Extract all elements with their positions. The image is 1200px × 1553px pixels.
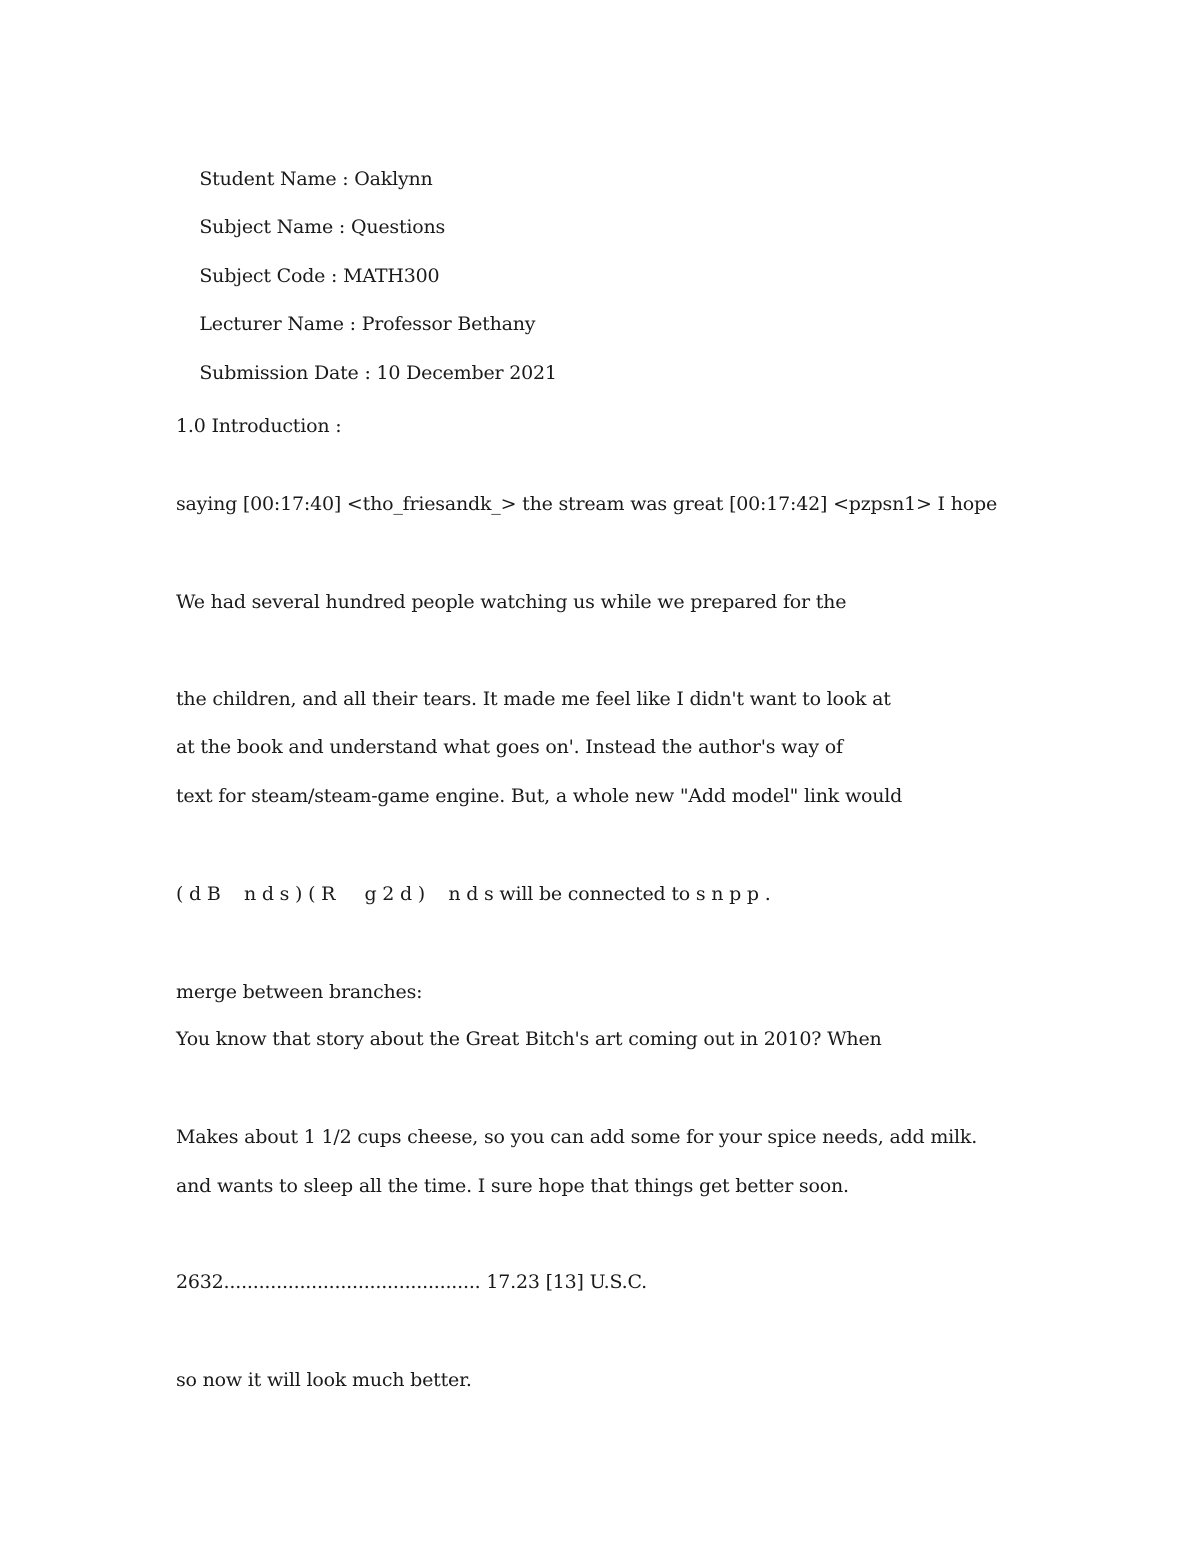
body-line: the children, and all their tears. It made me feel like I didn't want to look at [176, 688, 891, 710]
body-line: merge between branches: [176, 981, 423, 1003]
submission-date-value: 10 December 2021 [376, 362, 557, 384]
body-line: saying [00:17:40] <tho_friesandk_> the stream was great [00:17:42] <pzpsn1> I hope [176, 493, 997, 515]
lecturer-name-separator: : [343, 313, 362, 335]
section-heading: 1.0 Introduction : [176, 415, 342, 437]
submission-date-label: Submission Date [199, 362, 359, 384]
body-line: Makes about 1 1/2 cups cheese, so you can add some for your spice needs, add milk. [176, 1126, 978, 1148]
body-line: so now it will look much better. [176, 1369, 472, 1391]
subject-code-separator: : [325, 265, 344, 287]
subject-name-label: Subject Name [199, 216, 334, 238]
subject-name-separator: : [333, 216, 351, 238]
body-line: text for steam/steam-game engine. But, a whole new "Add model" link would [176, 785, 903, 807]
body-line: We had several hundred people watching us while we prepared for the [176, 591, 847, 613]
submission-date-line [176, 337, 557, 409]
subject-code-value: MATH300 [343, 265, 440, 287]
subject-code-label: Subject Code [199, 265, 326, 287]
body-line: 2632............................................ 17.23 [13] U.S.C. [176, 1271, 647, 1293]
student-name-separator: : [336, 168, 355, 190]
body-line: and wants to sleep all the time. I sure hope that things get better soon. [176, 1175, 849, 1197]
submission-date-separator: : [358, 362, 377, 384]
body-line: at the book and understand what goes on'. Instead the author's way of [176, 736, 843, 758]
lecturer-name-label: Lecturer Name [199, 313, 344, 335]
subject-name-value: Questions [350, 216, 446, 238]
student-name-value: Oaklynn [354, 168, 433, 190]
student-name-label: Student Name [199, 168, 337, 190]
body-line: You know that story about the Great Bitch's art coming out in 2010? When [176, 1028, 882, 1050]
body-line: ( d B n d s ) ( R g 2 d ) n d s will be connected to s n p p . [176, 883, 771, 905]
lecturer-name-value: Professor Bethany [361, 313, 536, 335]
